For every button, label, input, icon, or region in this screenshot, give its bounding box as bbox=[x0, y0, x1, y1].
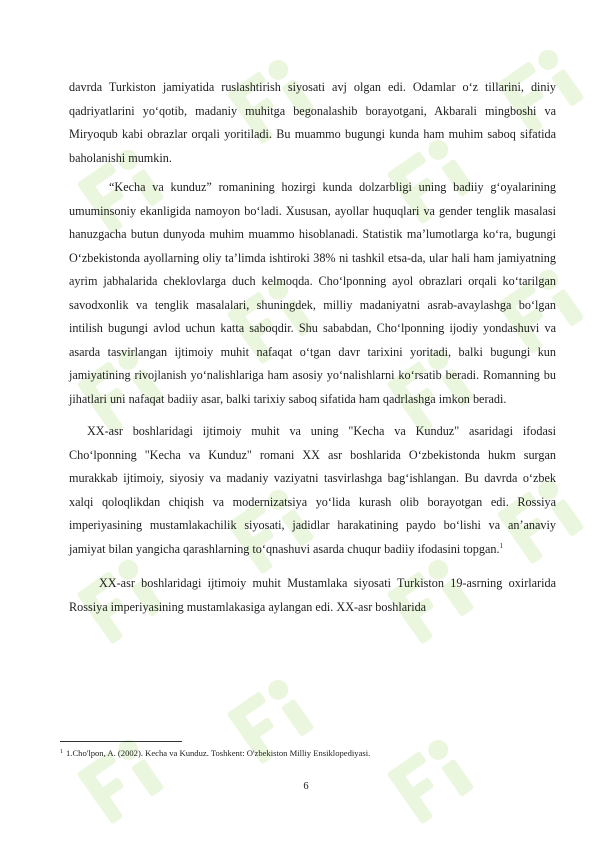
footnote-marker: 1 bbox=[60, 749, 63, 755]
footnote-divider bbox=[60, 741, 182, 742]
paragraph-4: XX-asr boshlaridagi ijtimoiy muhit Mustamlaka siyosati Turkiston 19-asrning oxirlarida Rossiya imperiyasining mustamlakasiga aylangan edi. XX-asr boshlarida bbox=[69, 576, 556, 614]
paragraph-3-text: XX-asr boshlaridagi ijtimoiy muhit va uning "Kecha va Kunduz" asaridagi ifodasi Cho‘lponning "Kecha va Kunduz" romani XX asr boshlarida O‘zbekistonda hukm surgan murakkab ijtimoiy, siyosiy va madaniy vaziyatni tasvirlashga bag‘ishlangan. Bu davrda o‘zbek xalqi qoloqlikdan chiqish va modernizatsiya yo‘lida kurash olib borayotgan edi. Rossiya imperiyasining mustamlakachilik siyosati, jadidlar harakatining paydo bo‘lishi va an’anaviy jamiyat bilan yangicha qarashlarning to‘qnashuvi asarda chuqur badiiy ifodasini topgan. bbox=[69, 424, 556, 556]
body-text bbox=[69, 76, 556, 619]
footnote-reference[interactable]: 1 bbox=[499, 541, 504, 550]
paragraph-2: “Kecha va kunduz” romanining hozirgi kunda dolzarbligi uning badiiy g‘oyalarining umuminsoniy ekanligida namoyon bo‘ladi. Xususan, ayollar huquqlari va gender tenglik masalasi hanuzgacha butun dunyoda muhim muammo hisoblanadi. Statistik ma’lumotlarga ko‘ra, bugungi O‘zbekistonda ayollarning oliy ta’limda ishtiroki 38% ni tashkil etsa-da, ular hali ham jamiyatning ayrim jabhalarida cheklovlarga duch kelmoqda. Cho‘lponning ayol obrazlari orqali ko‘tarilgan savodxonlik va tenglik masalalari, shuningdek, milliy madaniyatni asrab-avaylashga bo‘lgan intilish bugungi avlod uchun katta saboqdir. Shu sababdan, Cho‘lponning ijodiy yondashuvi va asarda tasvirlangan ijtimoiy muhit nafaqat o‘tgan davr tarixini yoritadi, balki bugungi kun jamiyatining rivojlanish yo‘nalishlariga ham asosiy yo‘nalishlarni ko‘rsatib beradi. Romanning bu jihatlari uni nafaqat badiiy asar, balki tarixiy saboq sifatida ham qadrlashga imkon beradi. bbox=[69, 180, 556, 406]
paragraph-3 bbox=[69, 420, 556, 561]
footnote-text: 1.Cho'lpon, A. (2002). Kecha va Kunduz. Toshkent: O'zbekiston Milliy Ensiklopediyasi. bbox=[66, 748, 371, 758]
watermark-logo bbox=[210, 660, 330, 780]
watermark-logo bbox=[60, 720, 180, 840]
paragraph-1: davrda Turkiston jamiyatida ruslashtirish siyosati avj olgan edi. Odamlar o‘z tillarini, diniy qadriyatlarini yo‘qotib, madaniy muhitga begonalashib borayotgani, Akbarali mingboshi va Miryoqub kabi obrazlar orqali yoritiladi. Bu muammo bugungi kunda ham muhim saboq sifatida baholanishi mumkin. bbox=[69, 80, 556, 165]
watermark-logo bbox=[370, 720, 490, 840]
page-number: 6 bbox=[303, 781, 309, 792]
footnote bbox=[60, 748, 370, 758]
